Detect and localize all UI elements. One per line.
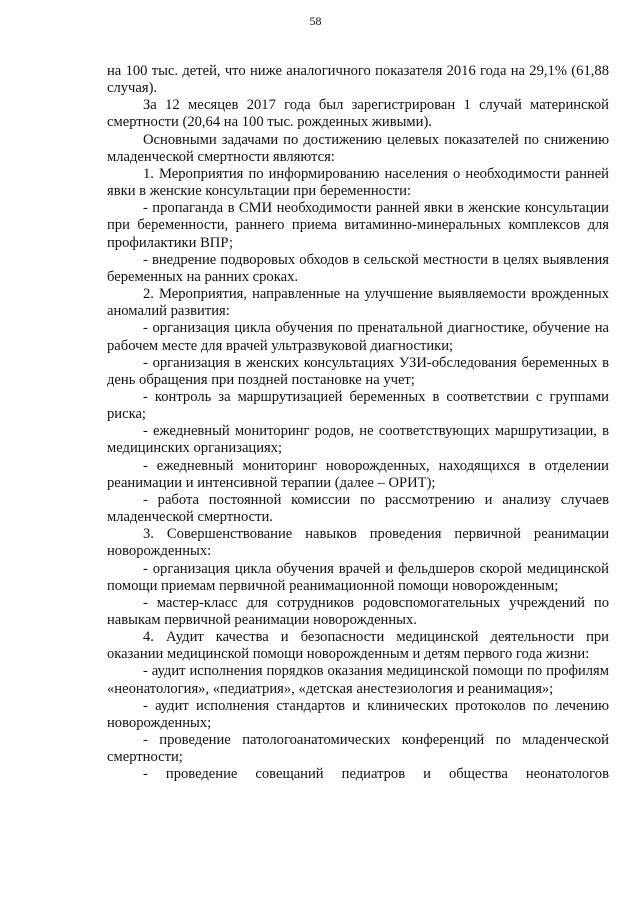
paragraph: - работа постоянной комиссии по рассмотрению и анализу случаев младенческой смертности. [107, 491, 609, 526]
paragraph: - ежедневный мониторинг новорожденных, находящихся в отделении реанимации и интенсивной терапии (далее – ОРИТ); [107, 457, 609, 491]
paragraph: 3. Совершенствование навыков проведения первичной реанимации новорожденных: [107, 526, 609, 560]
paragraph: За 12 месяцев 2017 года был зарегистрирован 1 случай материнской смертности (20,64 на 100 тыс. рожденных живыми). [107, 97, 609, 131]
paragraph: - организация цикла обучения по пренатальной диагностике, обучение на рабочем месте для врачей ультразвуковой диагностики; [107, 320, 609, 354]
paragraph: - организация в женских консультациях УЗИ-обследования беременных в день обращения при поздней постановке на учет; [107, 354, 609, 388]
page-number: 58 [309, 14, 322, 28]
paragraph: - ежедневный мониторинг родов, не соответствующих маршрутизации, в медицинских организациях; [107, 423, 609, 457]
document-body [107, 63, 609, 784]
paragraph: 4. Аудит качества и безопасности медицинской деятельности при оказании медицинской помощи новорожденным и детям первого года жизни: [107, 629, 609, 663]
paragraph: - организация цикла обучения врачей и фельдшеров скорой медицинской помощи приемам первичной реанимационной помощи новорожденным; [107, 560, 609, 594]
paragraph: Основными задачами по достижению целевых показателей по снижению младенческой смертности являются: [107, 131, 609, 165]
paragraph: 1. Мероприятия по информированию населения о необходимости ранней явки в женские консультации при беременности: [107, 165, 609, 200]
paragraph: - проведение совещаний педиатров и общества неонатологов [143, 766, 609, 783]
paragraph: - проведение патологоанатомических конференций по младенческой смертности; [107, 732, 609, 766]
paragraph: - мастер-класс для сотрудников родовспомогательных учреждений по навыкам первичной реанимации новорожденных. [107, 594, 609, 628]
paragraph: - пропаганда в СМИ необходимости ранней явки в женские консультации при беременности, раннего приема витаминно-минеральных комплексов для профилактики ВПР; [107, 200, 609, 251]
paragraph: - аудит исполнения стандартов и клинических протоколов по лечению новорожденных; [107, 697, 609, 731]
paragraph: - аудит исполнения порядков оказания медицинской помощи по профилям «неонатология», «педиатрия», «детская анестезиология и реанимация»; [107, 663, 609, 697]
paragraph: - внедрение подворовых обходов в сельской местности в целях выявления беременных на ранних сроках. [107, 251, 609, 285]
paragraph: 2. Мероприятия, направленные на улучшение выявляемости врожденных аномалий развития: [107, 286, 609, 320]
paragraph: - контроль за маршрутизацией беременных в соответствии с группами риска; [107, 388, 609, 423]
paragraph: на 100 тыс. детей, что ниже аналогичного показателя 2016 года на 29,1% (61,88 случая). [107, 63, 609, 97]
